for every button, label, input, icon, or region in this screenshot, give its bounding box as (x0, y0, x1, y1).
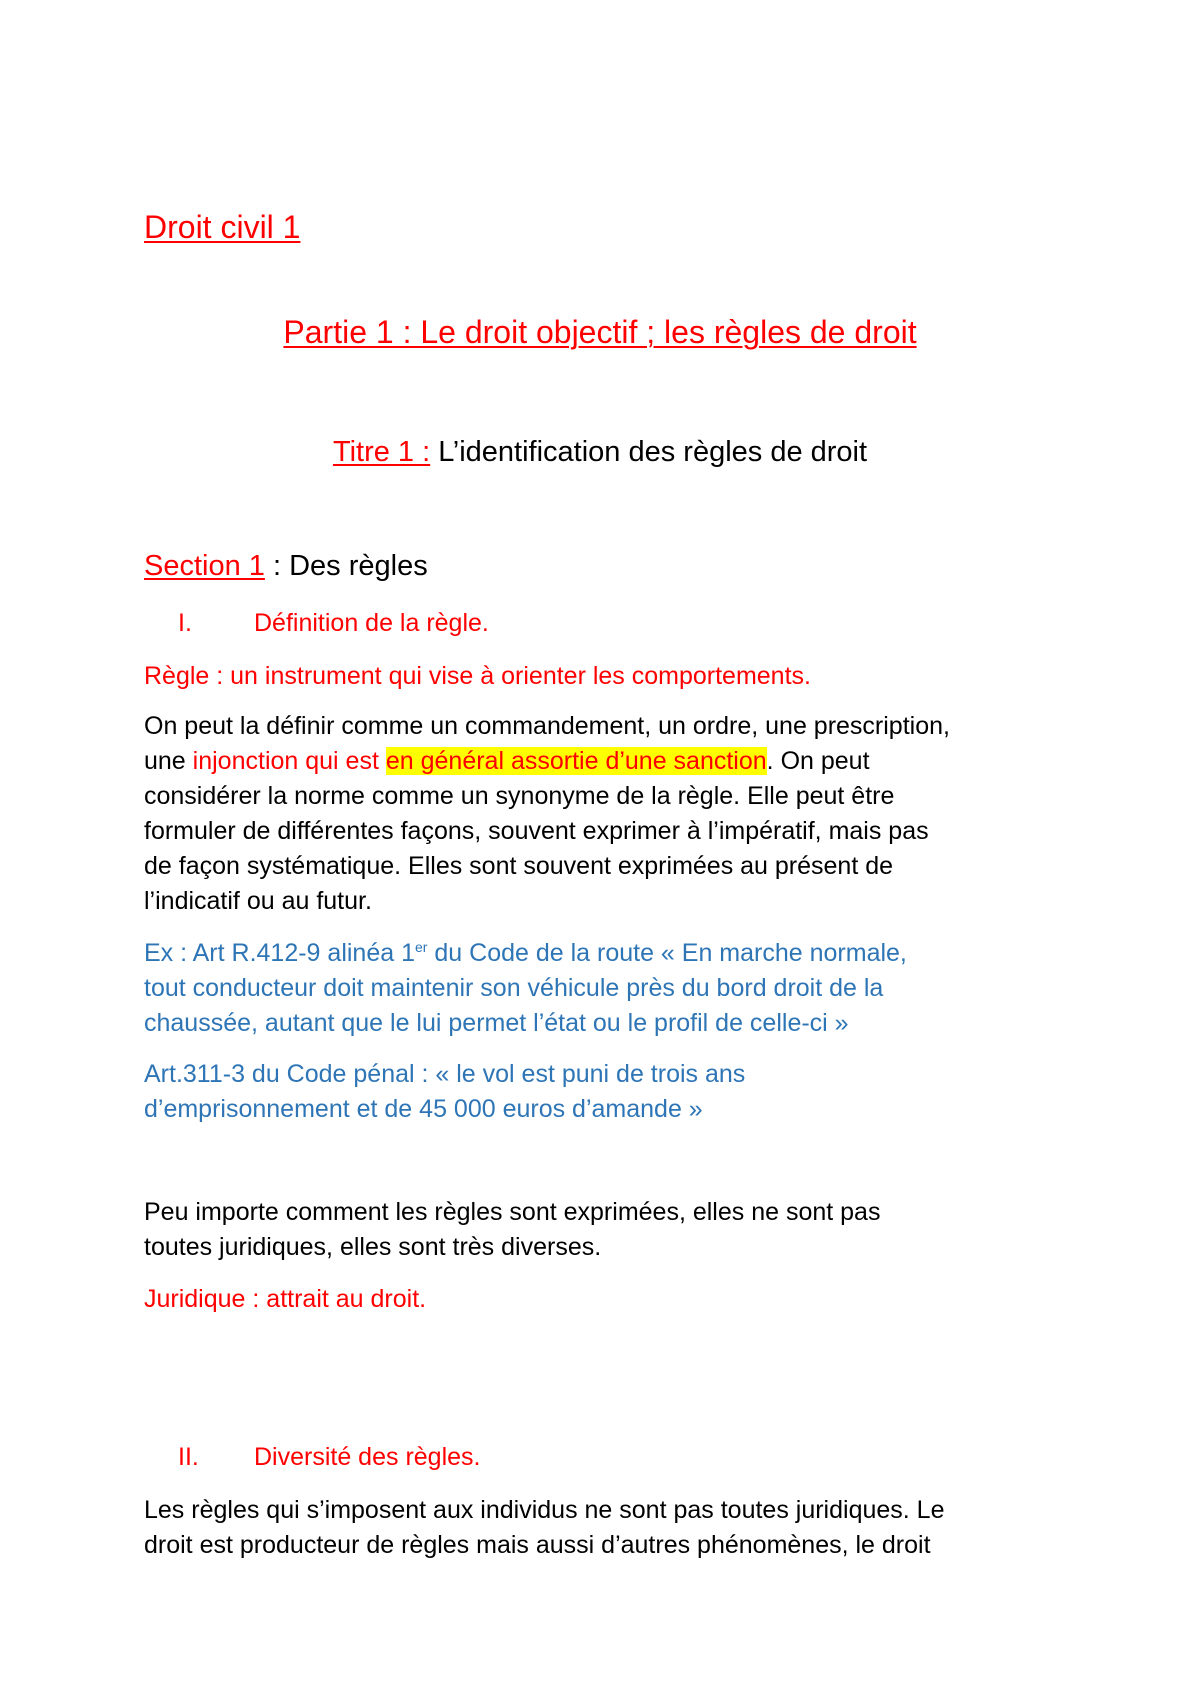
heading-definition-number: I. (178, 609, 192, 637)
paragraph-line (144, 744, 870, 779)
document-title: Droit civil 1 (144, 209, 301, 245)
juridique-definition: Juridique : attrait au droit. (144, 1285, 427, 1313)
partie-heading: Partie 1 : Le droit objectif ; les règles de droit (283, 314, 917, 350)
section-heading (144, 547, 428, 585)
regle-definition: Règle : un instrument qui vise à orienter les comportements. (144, 662, 811, 690)
text-run-red: injonction qui est (192, 747, 386, 775)
heading-diversity-number: II. (178, 1443, 199, 1471)
paragraph-line: l’indicatif ou au futur. (144, 887, 372, 915)
text-run: Ex : Art R.412-9 alinéa 1 (144, 939, 415, 967)
example-line: tout conducteur doit maintenir son véhicule près du bord droit de la (144, 974, 884, 1002)
superscript: er (414, 939, 428, 955)
heading-diversity-text: Diversité des règles. (254, 1443, 481, 1471)
paragraph-line: toutes juridiques, elles sont très diverses. (144, 1233, 602, 1261)
titre-heading (0, 433, 1200, 471)
paragraph-line: On peut la définir comme un commandement, un ordre, une prescription, (144, 712, 950, 740)
text-run: . On peut (766, 747, 870, 775)
section-text: : Des règles (264, 550, 428, 582)
text-run: une (144, 747, 193, 775)
paragraph-line: considérer la norme comme un synonyme de la règle. Elle peut être (144, 782, 895, 810)
example-line: Art.311-3 du Code pénal : « le vol est puni de trois ans (144, 1060, 746, 1088)
text-run: du Code de la route « En marche normale, (427, 939, 907, 967)
heading-diversity (178, 1440, 480, 1475)
titre-text: L’identification des règles de droit (430, 436, 868, 468)
paragraph-line: droit est producteur de règles mais aussi d’autres phénomènes, le droit (144, 1531, 931, 1559)
heading-definition-text: Définition de la règle. (254, 609, 489, 637)
paragraph-line: Peu importe comment les règles sont exprimées, elles ne sont pas (144, 1198, 881, 1226)
highlighted-text: en général assortie d’une sanction (385, 747, 767, 775)
titre-label: Titre 1 : (332, 436, 431, 468)
heading-definition (178, 606, 489, 641)
paragraph-line: de façon systématique. Elles sont souvent exprimées au présent de (144, 852, 894, 880)
paragraph-line: formuler de différentes façons, souvent exprimer à l’impératif, mais pas (144, 817, 929, 845)
section-label: Section 1 (144, 550, 265, 582)
example-line (144, 936, 907, 971)
example-line: chaussée, autant que le lui permet l’état ou le profil de celle-ci » (144, 1009, 849, 1037)
paragraph-line: Les règles qui s’imposent aux individus ne sont pas toutes juridiques. Le (144, 1496, 945, 1524)
example-line: d’emprisonnement et de 45 000 euros d’amande » (144, 1095, 703, 1123)
